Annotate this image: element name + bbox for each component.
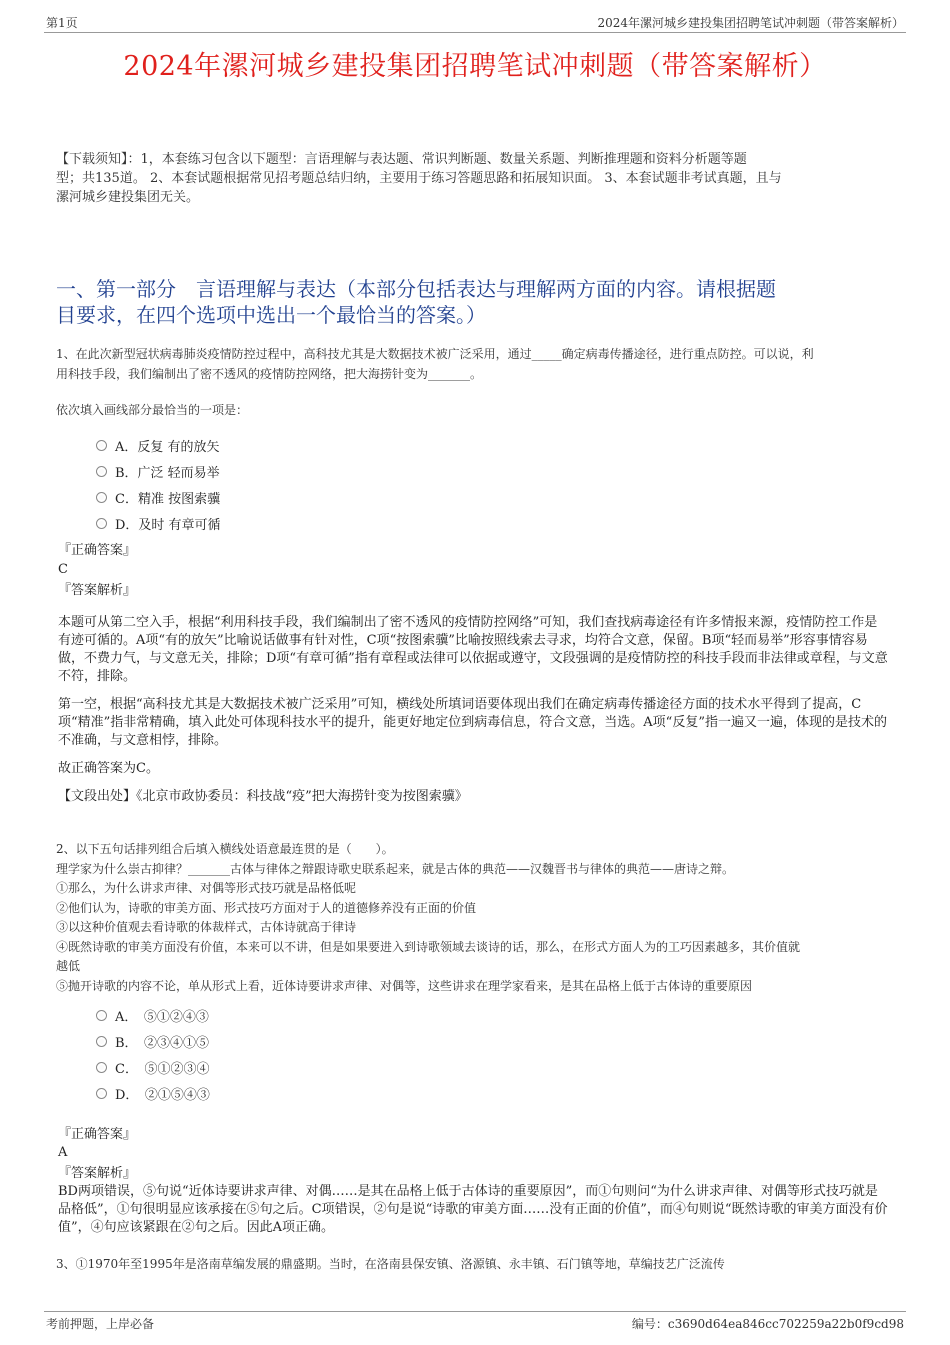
section-heading-line: 目要求，在四个选项中选出一个最恰当的答案。） (56, 303, 486, 327)
radio-icon[interactable] (96, 1062, 107, 1073)
header-doc-title: 2024年漯河城乡建投集团招聘笔试冲刺题（带答案解析） (597, 16, 904, 30)
question-line: ⑤抛开诗歌的内容不论，单从形式上看，近体诗要讲求声律、对偶等，这些讲求在理学家看来，是其在品格上低于古体诗的重要原因 (56, 978, 753, 993)
section-heading (56, 276, 890, 328)
analysis-paragraph: 本题可从第二空入手，根据“利用科技手段，我们编制出了密不透风的疫情防控网络”可知，我们查找病毒途径有许多情报来源，疫情防控工作是有迹可循的。A项“有的放矢”比喻说话做事有针对性，C项“按图索骥”比喻按照线索去寻求，均符合文意，保留。B项“轻而易举”形容事情容易做，不费力气，与文意无关，排除；D项“有章可循”指有章程或法律可以依据或遵守，文段强调的是疫情防控的科技手段而非法律或章程，与文意不符，排除。 (58, 615, 888, 684)
radio-icon[interactable] (96, 440, 107, 451)
page-header (44, 14, 906, 33)
option-d[interactable] (96, 510, 221, 536)
notice-line: 【下载须知】：1，本套练习包含以下题型：言语理解与表达题、常识判断题、数量关系题、判断推理题和资料分析题等题 (56, 152, 747, 167)
question-1-stem (56, 344, 894, 384)
question-1-options (96, 432, 221, 536)
question-line: 2、以下五句话排列组合后填入横线处语意最连贯的是（ ）。 (56, 842, 394, 856)
page-footer (44, 1311, 906, 1331)
correct-answer: A (58, 1145, 68, 1160)
question-line: 1、在此次新型冠状病毒肺炎疫情防控过程中，高科技尤其是大数据技术被广泛采用，通过_____确定病毒传播途径，进行重点防控。可以说，利 (56, 347, 814, 361)
page-number: 第1页 (46, 16, 78, 30)
analysis-label: 『答案解析』 (58, 583, 137, 598)
question-2-stem (56, 840, 894, 996)
option-label: A．反复 有的放矢 (115, 439, 220, 455)
question-1-analysis (58, 614, 888, 816)
option-label: C． ⑤①②③④ (115, 1061, 210, 1077)
question-line: ①那么，为什么讲求声律、对偶等形式技巧就是品格低呢 (56, 881, 357, 895)
question-line: 用科技手段，我们编制出了密不透风的疫情防控网络，把大海捞针变为_______。 (56, 367, 483, 381)
option-b[interactable] (96, 458, 221, 484)
page-title: 2024年漯河城乡建投集团招聘笔试冲刺题（带答案解析） (123, 51, 827, 82)
notice-line: 型；共135道。 2、本套试题根据常见招考题总结归纳，主要用于练习答题思路和拓展知识面。 3、本套试题非考试真题，且与 (56, 171, 782, 186)
option-label: B． ②③④①⑤ (115, 1035, 210, 1051)
radio-icon[interactable] (96, 518, 107, 529)
question-2-options (96, 1002, 210, 1106)
question-3-stem: 3、①1970年至1995年是洛南草编发展的鼎盛期。当时，在洛南县保安镇、洛源镇、永丰镇、石门镇等地，草编技艺广泛流传 (56, 1257, 725, 1271)
radio-icon[interactable] (96, 1010, 107, 1021)
question-line: ③以这种价值观去看诗歌的体裁样式，古体诗就高于律诗 (56, 920, 357, 934)
footer-slogan: 考前押题，上岸必备 (46, 1317, 155, 1331)
analysis-label: 『答案解析』 (58, 1166, 137, 1181)
question-line: ②他们认为，诗歌的审美方面、形式技巧方面对于人的道德修养没有正面的价值 (56, 900, 477, 915)
section-heading-line: 一、第一部分 言语理解与表达（本部分包括表达与理解两方面的内容。请根据题 (56, 277, 776, 301)
option-d[interactable] (96, 1080, 210, 1106)
question-line: 理学家为什么崇古抑律？_______古体与律体之辩跟诗歌史联系起来，就是古体的典范——汉魏晋书与律体的典范——唐诗之辩。 (56, 861, 735, 876)
option-b[interactable] (96, 1028, 210, 1054)
option-label: A． ⑤①②④③ (115, 1009, 209, 1025)
option-label: B．广泛 轻而易举 (115, 465, 220, 481)
radio-icon[interactable] (96, 466, 107, 477)
radio-icon[interactable] (96, 1036, 107, 1047)
answer-label: 『正确答案』 (58, 1127, 137, 1142)
option-c[interactable] (96, 484, 221, 510)
correct-answer: C (58, 562, 68, 577)
option-a[interactable] (96, 1002, 210, 1028)
analysis-source: 【文段出处】《北京市政协委员：科技战“疫”把大海捞针变为按图索骥》 (58, 789, 468, 804)
radio-icon[interactable] (96, 1088, 107, 1099)
option-label: D．及时 有章可循 (115, 517, 221, 533)
footer-code: 编号：c3690d64ea846cc702259a22b0f9cd98 (631, 1317, 904, 1331)
analysis-paragraph: 第一空，根据“高科技尤其是大数据技术被广泛采用”可知，横线处所填词语要体现出我们在确定病毒传播途径方面的技术水平得到了提高，C项“精准”指非常精确，填入此处可体现科技水平的提升，能更好地定位到病毒信息，符合文意，当选。A项“反复”指一遍又一遍，体现的是技术的不准确，与文意相悖，排除。 (58, 697, 887, 748)
question-2-analysis: BD两项错误，⑤句说“近体诗要讲求声律、对偶……是其在品格上低于古体诗的重要原因”，而①句则问“为什么讲求声律、对偶等形式技巧就是品格低”，①句很明显应该承接在⑤句之后。C项错误，②句是说“诗歌的审美方面……没有正面的价值”，而④句则说“既然诗歌的审美方面没有价值”，④句应该紧跟在②句之后。因此A项正确。 (58, 1184, 888, 1235)
notice-line: 漯河城乡建投集团无关。 (56, 190, 200, 205)
question-line: 越低 (56, 959, 81, 973)
option-label: D． ②①⑤④③ (115, 1087, 210, 1103)
option-a[interactable] (96, 432, 221, 458)
option-c[interactable] (96, 1054, 210, 1080)
radio-icon[interactable] (96, 492, 107, 503)
answer-label: 『正确答案』 (58, 543, 137, 558)
question-1-prompt: 依次填入画线部分最恰当的一项是： (56, 403, 249, 417)
download-notice (56, 150, 894, 207)
question-line: ④既然诗歌的审美方面没有价值，本来可以不讲，但是如果要进入到诗歌领域去谈诗的话，那么，在形式方面人为的工巧因素越多，其价值就 (56, 939, 801, 954)
analysis-paragraph: 故正确答案为C。 (58, 761, 159, 776)
option-label: C．精准 按图索骥 (115, 491, 221, 507)
